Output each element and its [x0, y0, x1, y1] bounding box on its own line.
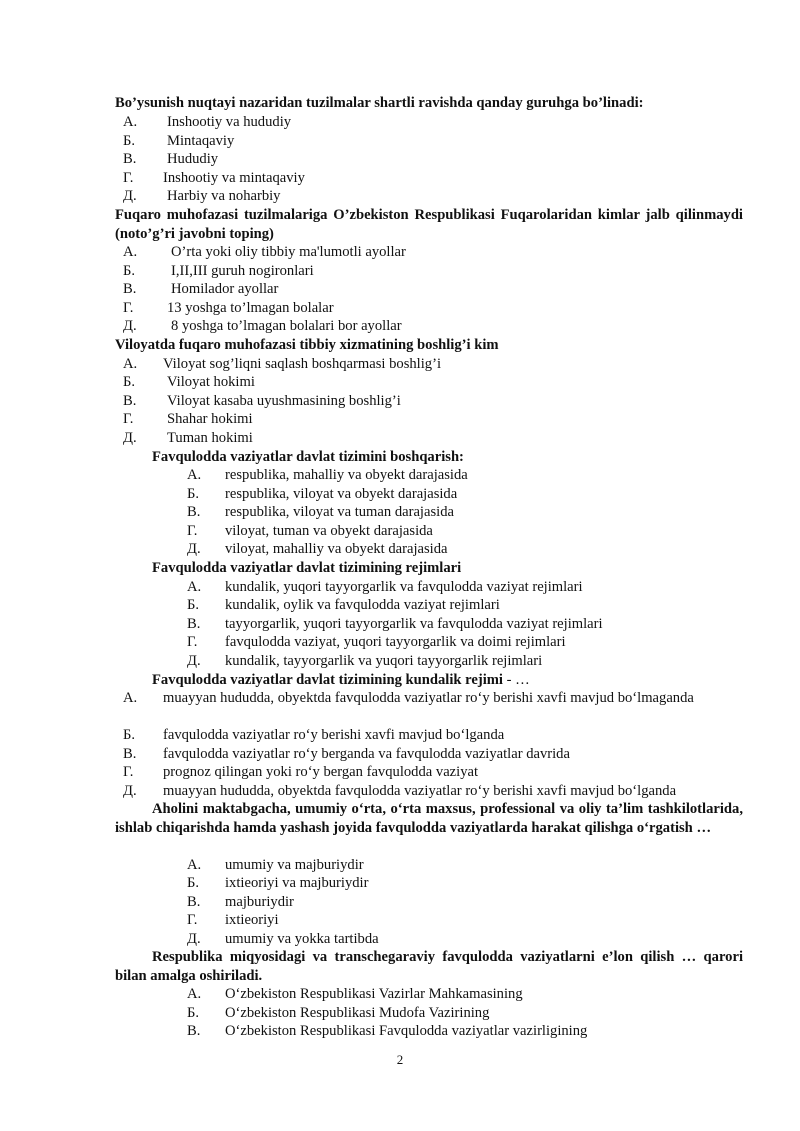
- question-6: Favqulodda vaziyatlar davlat tizimining kundalik rejimi - …: [152, 672, 530, 688]
- question-2: Fuqaro muhofazasi tuzilmalariga O’zbekiston Respublikasi Fuqarolaridan kimlar jalb qilinmaydi (noto’g’ri javobni toping): [115, 207, 743, 242]
- question-5: Favqulodda vaziyatlar davlat tizimining rejimlari: [152, 560, 462, 576]
- question-4: Favqulodda vaziyatlar davlat tizimini boshqarish:: [152, 449, 464, 465]
- option-6a: А. muayyan hududda, obyektda favqulodda vaziyatlar ro‘y berishi xavfi mavjud bo‘lmaganda: [123, 690, 694, 706]
- question-7: Aholini maktabgacha, umumiy o‘rta, o‘rta maxsus, professional va oliy ta’lim tashkilotlarida, ishlab chiqarishda hamda yashash joyida favqulodda vaziyatlarda harakat qilishga o‘rgatish …: [115, 801, 743, 836]
- page-number: 2: [396, 1052, 404, 1067]
- question-8: Respublika miqyosidagi va transchegaraviy favqulodda vaziyatlarni e’lon qilish … qarori bilan amalga oshiriladi.: [115, 949, 743, 984]
- question-3: Viloyatda fuqaro muhofazasi tibbiy xizmatining boshlig’i kim: [115, 337, 499, 353]
- question-1: Bo’ysunish nuqtayi nazaridan tuzilmalar shartli ravishda qanday guruhga bo’linadi:: [115, 95, 644, 111]
- document-page: Bo’ysunish nuqtayi nazaridan tuzilmalar shartli ravishda qanday guruhga bo’linadi: А. Inshootiy va hududiy Б. Mintaqaviy В. Hududiy Г. Inshootiy va mintaqaviy Д. Harbiy va noharbiy Fuqaro muhofazasi tuzilmalariga O’zbekiston Respublikasi Fuqarolaridan kimlar jalb qilinmaydi (noto’g’ri javobni toping) А. O’rta yoki oliy tibbiy ma'lumotli ayollar Б. I,II,III guruh nogironlari В. Homilador ayollar Г. 13 yoshga to’lmagan bolalar Д. 8 yoshga to’lmagan bolalari bor ayollar Viloyatda fuqaro muhofazasi tibbiy xizmatining boshlig’i kim A. Viloyat sog’liqni saqlash boshqarmasi boshlig’i Б. Viloyat hokimi В. Viloyat kasaba uyushmasining boshlig’i Г. Shahar hokimi Д. Tuman hokimi Favqulodda vaziyatlar davlat tizimini boshqarish: А. respublika, mahalliy va obyekt darajasida Б. respublika, viloyat va obyekt darajasida В. respublika, viloyat va tuman darajasida Г. viloyat, tuman va obyekt darajasida Д. viloyat, mahalliy va obyekt darajasida Favqulodda vaziyatlar davlat tizimining rejimlari А. kundalik, yuqori tayyorgarlik va favqulodda vaziyat rejimlari Б. kundalik, oylik va favqulodda vaziyat rejimlari В. tayyorgarlik, yuqori tayyorgarlik va favqulodda vaziyat rejimlari Г. favqulodda vaziyat, yuqori tayyorgarlik va doimi rejimlari Д. kundalik, tayyorgarlik va yuqori tayyorgarlik rejimlari Favqulodda vaziyatlar davlat tizimining kundalik rejimi - … А. muayyan hududda, obyektda favqulodda vaziyatlar ro‘y berishi xavfi mavjud bo‘lmaganda Б. favqulodda vaziyatlar ro‘y berishi xavfi mavjud bo‘lganda В. favqulodda vaziyatlar ro‘y berganda va favqulodda vaziyatlar davrida Г. prognoz qilingan yoki ro‘y bergan favqulodda vaziyat Д. muayyan hududda, obyektda favqulodda vaziyatlar ro‘y berishi xavfi mavjud bo‘lganda Aholini maktabgacha, umumiy o‘rta, o‘rta maxsus, professional va oliy ta’lim tashkilotlarida, ishlab chiqarishda hamda yashash joyida favqulodda vaziyatlarda harakat qilishga o‘rgatish … А. umumiy va majburiydir Б. ixtieoriyi va majburiydir В. majburiydir Г. ixtieoriyi Д. umumiy va yokka tartibda Respublika miqyosidagi va transchegaraviy favqulodda vaziyatlarni e’lon qilish … qarori bilan amalga oshiriladi. А. O‘zbekiston Respublikasi Vazirlar Mahkamasining Б. O‘zbekiston Respublikasi Mudofa Vazirining В. O‘zbekiston Respublikasi Favqulodda vaziyatlar vazirligining 2: [0, 0, 800, 1131]
